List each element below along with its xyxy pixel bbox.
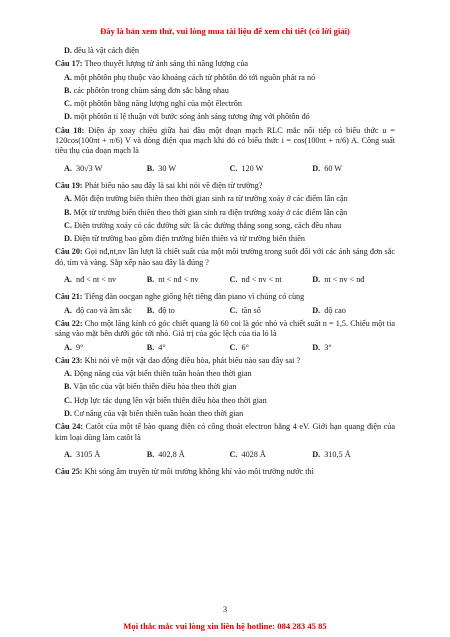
option-text: một phôtôn tỉ lệ thuận với bước sóng ánh sáng tương ứng với phôtôn đó [74,112,310,122]
option-letter: B. [64,85,72,95]
option-text: độ cao [324,305,346,315]
option-letter: B. [146,275,155,285]
option-letter: C. [229,342,238,352]
option-letter: A. [64,369,72,379]
question-stem: Theo thuyết lượng tử ánh sáng thì năng lượng của [84,59,249,69]
option-text: 3105 Å [75,449,101,459]
question-number: Câu 17: [55,59,83,69]
option-d [312,275,395,285]
option-d [312,306,395,316]
option-letter: D. [64,46,72,55]
question-stem: Khi sóng âm truyền từ môi trường không khí vào môi trường nước thì [84,467,314,477]
option-c [55,396,395,406]
option-b [147,164,230,174]
option-b [55,86,395,96]
option-b [147,450,230,460]
question-number: Câu 21: [55,292,83,302]
option-a [64,164,147,174]
option-text: Vận tốc của vật biến thiên điều hòa theo thời gian [73,382,237,392]
question-number: Câu 22: [55,318,83,328]
option-letter: C. [229,449,238,459]
option-d [312,164,395,174]
option-text: 310,5 Å [324,449,351,459]
option-letter: A. [64,275,72,285]
options-row [55,275,395,285]
option-text: độ cao và âm sắc [75,305,132,315]
option-letter: D. [312,342,321,352]
option-d [55,409,395,419]
leading-option-d [55,46,395,56]
option-letter: D. [312,275,321,285]
option-letter: C. [64,395,72,405]
option-text: 120 W [241,163,264,173]
option-letter: B. [146,342,155,352]
option-text: 30√3 W [75,163,103,173]
option-text: một phôtôn bằng năng lượng nghỉ của một êlectrôn [74,99,242,109]
option-b [147,306,230,316]
option-letter: B. [146,163,155,173]
option-c [55,221,395,231]
option-letter: C. [229,163,238,173]
option-letter: C. [229,275,238,285]
option-letter: B. [146,305,155,315]
option-b [55,382,395,392]
option-text: Một từ trường biến thiên theo thời gian sinh ra điện trường xoáy ở các điểm lân cận [73,207,348,217]
option-text: nt < nđ < nv [158,275,199,285]
option-letter: A. [64,449,72,459]
option-a [55,73,395,83]
question-stem: Cho một lăng kính có góc chiết quang là 60 coi là góc nhỏ và chiết suất n = 1,5. Chiếu một tia sáng vào mặt bên dưới góc tới nhỏ. Giá trị của góc lệch của tia ló là [55,318,395,339]
options-row [55,450,395,460]
option-text: đều là vật cách điện [74,46,140,55]
question-17 [55,59,395,69]
option-letter: D. [312,163,321,173]
question-number: Câu 23: [55,355,83,365]
option-text: Động năng của vật biến thiên tuần hoàn theo thời gian [74,369,252,379]
option-c [55,99,395,109]
option-c [230,450,313,460]
question-number: Câu 24: [55,422,84,432]
option-text: 4° [158,342,166,352]
option-b [147,343,230,353]
option-text: 4028 Å [241,449,266,459]
question-23 [55,356,395,366]
option-letter: D. [64,112,72,122]
question-number: Câu 18: [55,125,85,135]
option-letter: A. [64,72,72,82]
option-text: 30 W [158,163,177,173]
question-24 [55,422,395,443]
question-19 [55,181,395,191]
option-text: Hợp lực tác dụng lên vật biến thiên điều hòa theo thời gian [74,395,267,405]
option-b [147,275,230,285]
question-stem: Tiếng đàn oocgan nghe giống hệt tiếng đàn piano vì chúng có cùng [84,292,305,302]
header-banner: Đây là bản xem thử, vui lòng mua tài liệu để xem chi tiết (có lời giải) [100,26,350,36]
option-text: nt < nv < nđ [324,275,365,285]
options-row [55,306,395,316]
option-text: nđ < nv < nt [241,275,282,285]
option-c [230,275,313,285]
option-text: tần số [241,305,261,315]
question-sheet [55,46,395,478]
option-text: 60 W [324,163,343,173]
question-stem: Phát biểu nào sau đây là sai khi nói về điện từ trường? [84,180,263,190]
option-a [55,369,395,379]
question-stem: Khi nói về một vật dao động điều hòa, phát biểu nào sau đây sai ? [84,355,301,365]
option-letter: C. [229,305,238,315]
option-text: Cơ năng của vật biến thiên tuần hoàn theo thời gian [74,409,244,419]
question-18 [55,126,395,157]
option-c [230,306,313,316]
option-text: 402,8 Å [158,449,185,459]
question-number: Câu 25: [55,467,83,477]
option-d [312,450,395,460]
option-a [64,450,147,460]
option-letter: C. [64,220,72,230]
option-letter: B. [64,207,72,217]
option-d [55,234,395,244]
question-25 [55,467,395,477]
option-letter: D. [312,305,321,315]
options-row [55,343,395,353]
question-22 [55,319,395,340]
option-b [55,208,395,218]
question-stem: Gọi nđ,nt,nv lần lượt là chiết suất của một môi trường trong suốt đối với các ánh sáng đơn sắc đỏ, tím và vàng. Sắp xếp nào sau đây là đúng ? [55,247,395,267]
option-letter: A. [64,342,72,352]
option-letter: B. [146,449,155,459]
footer-hotline-banner: Mọi thắc mắc vui lòng xin liên hệ hotline: 084 283 45 85 [123,621,327,631]
question-21 [55,292,395,302]
option-letter: D. [64,234,72,244]
option-letter: A. [64,194,72,204]
option-a [64,275,147,285]
option-text: Điện từ trường bao gồm điện trường biến thiên và từ trường biến thiên [74,234,305,244]
option-letter: D. [312,449,321,459]
option-text: 3° [324,342,332,352]
option-a [55,194,395,204]
option-text: một phôtôn phụ thuộc vào khoảng cách từ phôtôn đó tới nguồn phát ra nó [74,72,316,82]
option-letter: B. [64,382,72,392]
question-stem: Catôt của một tế bào quang điện có công thoát electron bằng 4 eV. Giới hạn quang điện của kim loại dùng làm catôt là [55,422,395,442]
option-text: các phôtôn trong chùm sáng đơn sắc bằng nhau [73,85,229,95]
option-text: 9° [75,342,84,352]
option-a [64,343,147,353]
question-stem: Điện áp xoay chiều giữa hai đầu một đoạn mạch RLC mắc nối tiếp có biểu thức u = 120cos(100πt + π/6) V và dòng điện qua mạch khi đó có biểu thức i = cos(100πt + π/6) A. Công suất tiêu thụ của đoạn mạch là [55,125,395,156]
page-number: 3 [222,604,228,614]
option-text: nđ < nt < nv [75,275,117,285]
option-c [230,164,313,174]
option-letter: C. [64,99,72,109]
option-text: Một điện trường biến thiên theo thời gian sinh ra từ trường xoáy ở các điểm lân cận [74,194,348,204]
option-text: độ to [158,305,175,315]
option-letter: A. [64,163,72,173]
option-text: Điện trường xoáy có các đường sức là các đường thẳng song song, cách đều nhau [74,220,342,230]
option-c [230,343,313,353]
option-d [55,112,395,122]
option-text: 6° [241,342,249,352]
option-d [312,343,395,353]
question-number: Câu 20: [55,247,83,257]
options-row [55,164,395,174]
option-letter: D. [64,409,72,419]
option-a [64,306,147,316]
question-number: Câu 19: [55,180,83,190]
question-20 [55,247,395,268]
option-letter: A. [64,305,72,315]
